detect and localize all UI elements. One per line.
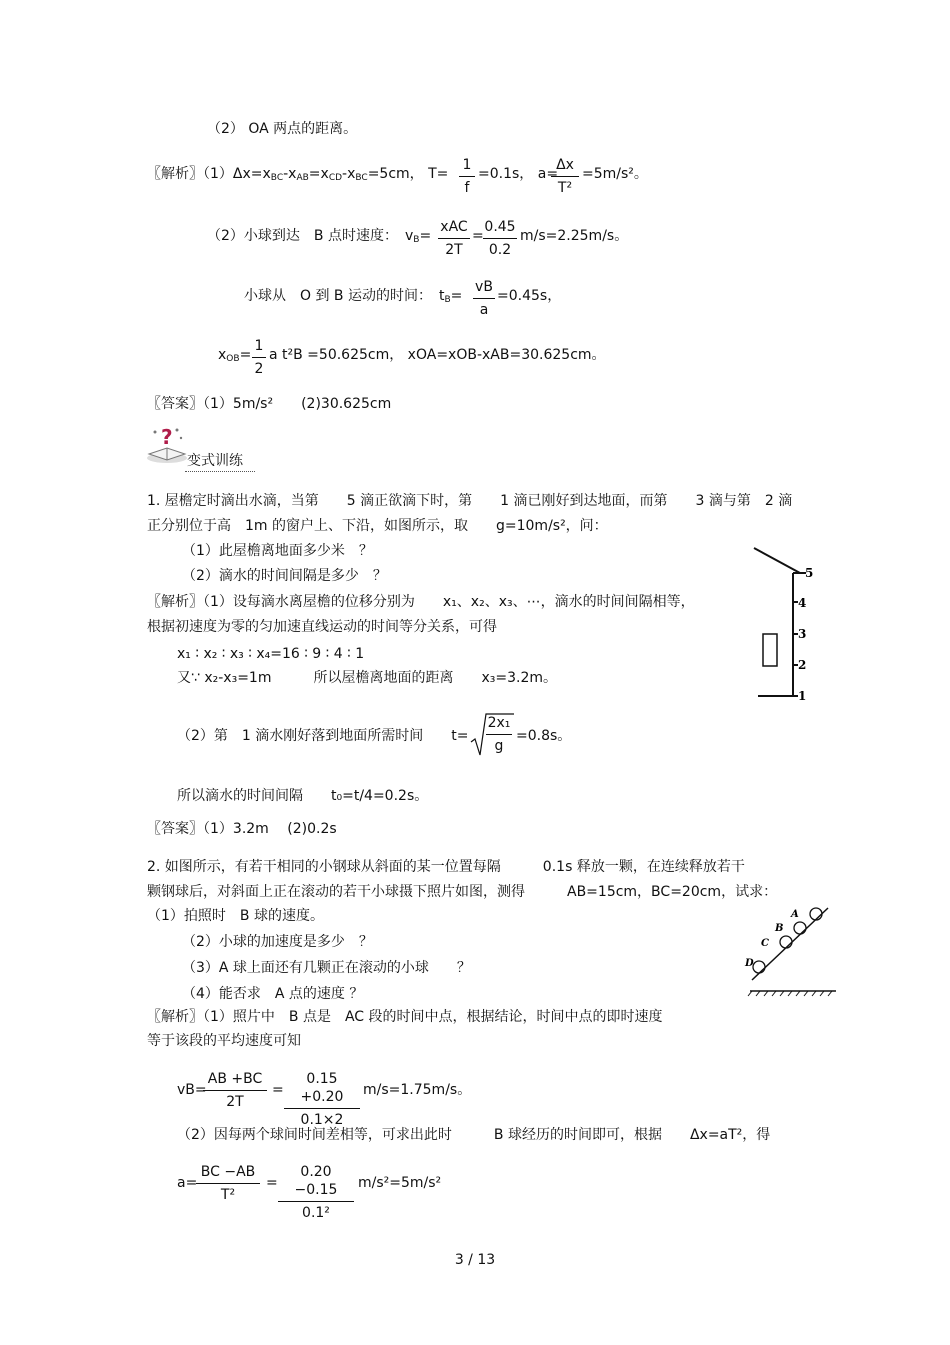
- q2-a-result: m/s²=5m/s²: [358, 1175, 442, 1191]
- q2-a-eq: =: [266, 1175, 278, 1191]
- q2-sub3: （3）A 球上面还有几颗正在滚动的小球 ？: [182, 960, 471, 976]
- q1-sol4: 又∵ x₂-x₃=1m 所以屋檐离地面的距离 x₃=3.2m。: [177, 670, 558, 686]
- eq-sign: =: [472, 228, 484, 244]
- q2-sol2: 等于该段的平均速度可知: [147, 1033, 301, 1049]
- q2-line1: 2. 如图所示，有若干相同的小钢球从斜面的某一位置每隔 0.1s 释放一颗，在连续释放若干: [147, 859, 745, 875]
- fraction-sum-over-product: 0.15 +0.20 0.1×2: [284, 1070, 360, 1129]
- fig1-label-3: 3: [798, 627, 807, 641]
- q1-sub2: （2）滴水的时间间隔是多少 ？: [182, 568, 387, 584]
- fig2-label-d: D: [745, 958, 754, 969]
- analysis-part-1-end: =5m/s²。: [582, 166, 648, 182]
- q2-sub1: （1）拍照时 B 球的速度。: [147, 908, 324, 924]
- fig1-label-4: 4: [798, 596, 807, 610]
- fraction-bc-ab-over-t2: BC −AB T²: [196, 1163, 260, 1204]
- training-icon: [145, 424, 189, 464]
- page-number: 3 / 13: [454, 1252, 496, 1268]
- fraction-vb-over-a: vB a: [473, 278, 495, 319]
- xob-result: a t²B =50.625cm， xOA=xOB-xAB=30.625cm。: [269, 347, 606, 363]
- vb-result: m/s=2.25m/s。: [520, 228, 629, 244]
- q1-sol5-result: =0.8s。: [516, 728, 572, 744]
- vb-line: （2）小球到达 B 点时速度： $v_B=$: [207, 228, 432, 245]
- q1-answer: 〖答案〗（1）3.2m (2)0.2s: [147, 821, 337, 837]
- q1-sol1: 〖解析〗（1）设每滴水离屋檐的位移分别为 x₁、x₂、x₃、⋯，滴水的时间间隔相等，: [147, 594, 695, 610]
- q2-vb-result: m/s=1.75m/s。: [363, 1082, 472, 1098]
- question-part-2: （2） OA 两点的距离。: [207, 121, 358, 137]
- fraction-045-over-02: 0.45 0.2: [484, 219, 516, 258]
- section-underline: [185, 471, 255, 472]
- q2-vb-eq: =: [272, 1082, 284, 1098]
- fig1-label-2: 2: [798, 658, 807, 672]
- q2-vb-prefix: vB=: [177, 1082, 207, 1098]
- analysis-part-1: 〖解析〗$(1)\Delta x=x_{BC}-x_{AB}=x_{CD}-x_{BC}=5cm$， T=: [147, 166, 449, 183]
- svg-text:?: ?: [161, 425, 173, 449]
- figure-eaves-diagram: [748, 546, 818, 706]
- q1-line1: 1. 屋檐定时滴出水滴，当第 5 滴正欲滴下时，第 1 滴已刚好到达地面，而第 3 滴与第 2 滴: [147, 493, 793, 509]
- q1-sub1: （1）此屋檐离地面多少米 ？: [182, 543, 373, 559]
- q1-sol6: 所以滴水的时间间隔 t₀=t/4=0.2s。: [177, 788, 429, 804]
- analysis-part-1-cont: =0.1s， a=: [478, 166, 559, 182]
- section-title: 变式训练: [187, 453, 243, 469]
- fig2-label-c: C: [761, 938, 769, 949]
- fraction-1-over-f: 1 f: [459, 156, 475, 197]
- q2-line2: 颗钢球后，对斜面上正在滚动的若干小球摄下照片如图，测得 AB=15cm，BC=20cm，试求：: [147, 884, 778, 900]
- q2-sol1: 〖解析〗（1）照片中 B 点是 AC 段的时间中点，根据结论，时间中点的即时速度: [147, 1009, 663, 1025]
- sqrt-fraction: 2x₁ g: [487, 715, 511, 754]
- q2-sub2: （2）小球的加速度是多少 ？: [182, 934, 373, 950]
- fraction-ab-bc-over-2t: AB +BC 2T: [203, 1070, 267, 1111]
- fig1-label-5: 5: [805, 566, 814, 580]
- q1-sol5: （2）第 1 滴水刚好落到地面所需时间 t=: [177, 728, 469, 744]
- fig2-label-b: B: [775, 923, 784, 934]
- fraction-xac-over-2t: xAC 2T: [438, 218, 470, 259]
- tb-result: =0.45s，: [497, 288, 562, 304]
- q2-a-prefix: a=: [177, 1175, 198, 1191]
- fraction-diff-over-01sq: 0.20 −0.15 0.1²: [278, 1163, 354, 1222]
- q1-line2: 正分别位于高 1m 的窗户上、下沿，如图所示，取 g=10m/s²，问：: [147, 518, 608, 534]
- xob-line: $x_{OB}=$: [218, 347, 252, 364]
- fig1-label-1: 1: [798, 689, 807, 703]
- answer-1: 〖答案〗（1）5m/s² (2)30.625cm: [147, 396, 392, 412]
- tb-line: 小球从 O 到 B 运动的时间： $t_B=$: [244, 288, 463, 305]
- fraction-half: 1 2: [252, 337, 266, 378]
- q1-sol3: x₁ ∶ x₂ ∶ x₃ ∶ x₄=16 ∶ 9 ∶ 4 ∶ 1: [177, 646, 365, 662]
- q2-sol3: （2）因每两个球间时间差相等，可求出此时 B 球经历的时间即可，根据 Δx=aT²，得: [177, 1127, 771, 1143]
- fig2-label-a: A: [791, 909, 799, 920]
- fraction-dx-over-t2: Δx T²: [551, 156, 579, 197]
- q1-sol2: 根据初速度为零的匀加速直线运动的时间等分关系，可得: [147, 619, 497, 635]
- figure-incline-diagram: [738, 896, 842, 1000]
- q2-sub4: （4）能否求 A 点的速度 ？: [182, 986, 364, 1002]
